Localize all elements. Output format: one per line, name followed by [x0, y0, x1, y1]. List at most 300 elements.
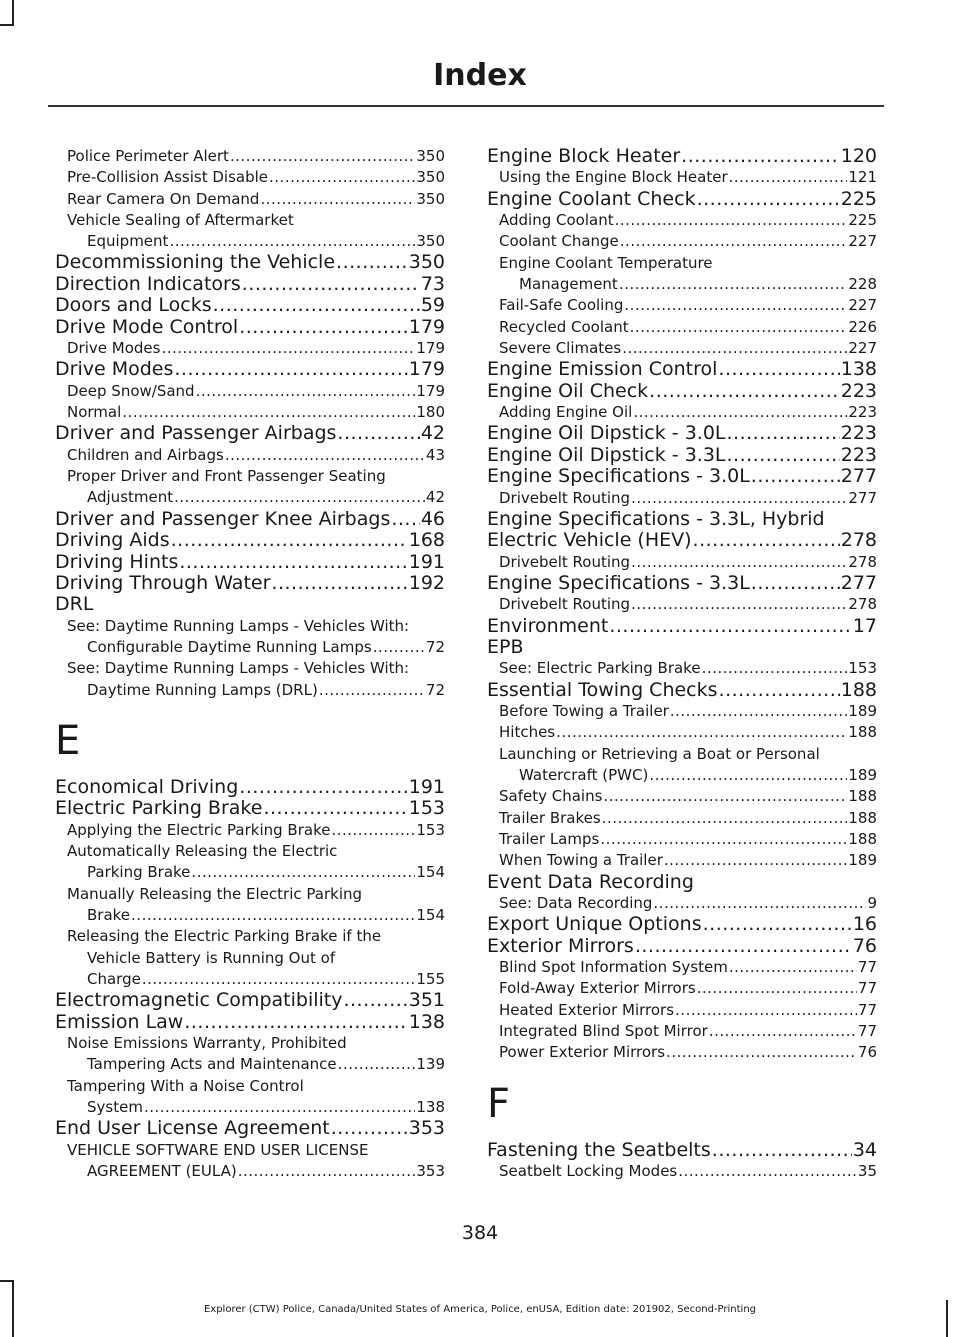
- index-subentry: [67, 445, 445, 466]
- section-letter: F: [487, 1080, 511, 1127]
- index-subentry: [499, 957, 877, 978]
- page-reference: 351: [408, 989, 445, 1012]
- dot-leader: [225, 445, 425, 466]
- entry-text: Children and Airbags: [67, 445, 224, 464]
- section-letter: E: [55, 717, 81, 764]
- page-reference: 189: [848, 851, 877, 870]
- entry-text: Drivebelt Routing: [499, 595, 631, 614]
- footer-text: Explorer (CTW) Police, Canada/United States of America, Police, enUSA, Edition date: 201902, Second-Printing: [203, 1304, 757, 1315]
- page-reference: 188: [848, 808, 877, 827]
- dot-leader: [338, 1054, 416, 1075]
- index-entry: [55, 798, 445, 819]
- dot-leader: [174, 359, 407, 380]
- entry-text: Vehicle Battery is Running Out of: [87, 948, 336, 967]
- index-entry: [55, 777, 445, 798]
- index-subentry: [499, 317, 877, 338]
- page-reference: 277: [840, 465, 877, 488]
- dot-leader: [179, 552, 407, 573]
- page-reference: 192: [408, 571, 445, 594]
- page-reference: 59: [420, 294, 445, 317]
- page-reference: 350: [416, 168, 445, 187]
- entry-text: Decommissioning the Vehicle: [55, 251, 336, 274]
- entry-text: Integrated Blind Spot Mirror: [499, 1021, 708, 1040]
- entry-text: Adding Coolant: [499, 211, 614, 230]
- dot-leader: [729, 167, 848, 188]
- page-reference: 277: [848, 488, 877, 507]
- entry-text: Fastening the Seatbelts: [487, 1138, 711, 1161]
- page-reference: 350: [416, 232, 445, 251]
- page-reference: 77: [857, 1021, 877, 1040]
- index-subentry: [499, 1042, 877, 1063]
- page-reference: 179: [408, 315, 445, 338]
- page-reference: 168: [408, 529, 445, 552]
- dot-leader: [184, 1012, 407, 1033]
- entry-text: Engine Oil Dipstick - 3.0L: [487, 422, 726, 445]
- dot-leader: [336, 252, 408, 273]
- entry-text: Exterior Mirrors: [487, 934, 634, 957]
- page-reference: 228: [848, 275, 877, 293]
- dot-leader: [666, 1042, 857, 1063]
- page-reference: 42: [420, 422, 445, 445]
- page-reference: 180: [416, 403, 445, 422]
- entry-text: Charge: [87, 969, 141, 988]
- page-reference: 353: [408, 1117, 445, 1140]
- entry-text: System: [87, 1097, 143, 1116]
- index-entry: [487, 423, 877, 444]
- entry-text: Adding Engine Oil: [499, 403, 633, 421]
- index-subentry: [67, 210, 445, 253]
- index-subentry: [67, 926, 445, 990]
- page-reference: 153: [408, 797, 445, 820]
- dot-leader: [131, 905, 415, 926]
- dot-leader: [703, 914, 852, 935]
- dot-leader: [331, 820, 415, 841]
- entry-text: VEHICLE SOFTWARE END USER LICENSE: [67, 1140, 369, 1159]
- page-reference: 76: [852, 934, 877, 957]
- page-reference: 35: [857, 1161, 877, 1180]
- index-subentry: [499, 1000, 877, 1021]
- index-entry: [487, 381, 877, 402]
- dot-leader: [122, 402, 415, 423]
- entry-text: Electric Parking Brake: [55, 797, 263, 820]
- entry-text: Seatbelt Locking Modes: [499, 1161, 678, 1180]
- entry-text: Power Exterior Mirrors: [499, 1043, 666, 1062]
- index-entry: [487, 616, 877, 637]
- index-subentry: [67, 381, 445, 402]
- dot-leader: [709, 1021, 857, 1042]
- entry-text: Event Data Recording: [487, 870, 694, 893]
- page-reference: 72: [425, 638, 445, 657]
- page-reference: 191: [408, 550, 445, 573]
- dot-leader: [191, 862, 415, 883]
- entry-text: Direction Indicators: [55, 272, 241, 295]
- index-subentry: [499, 744, 877, 787]
- entry-text: Engine Block Heater: [487, 145, 681, 167]
- entry-text: Equipment: [87, 232, 169, 251]
- page-reference: 120: [840, 145, 877, 167]
- dot-leader: [619, 274, 848, 295]
- index-subentry: [499, 295, 877, 316]
- index-subentry: [499, 488, 877, 509]
- page-reference: 277: [840, 571, 877, 594]
- dot-leader: [624, 295, 847, 316]
- crop-mark: [12, 0, 14, 26]
- index-subentry: [67, 841, 445, 884]
- index-subentry: [67, 1076, 445, 1119]
- entry-text: Brake: [87, 905, 131, 924]
- entry-text: Environment: [487, 614, 609, 637]
- page-reference: 227: [848, 338, 877, 357]
- index-subentry: [67, 189, 445, 210]
- index-subentry: [499, 338, 877, 359]
- page-reference: 76: [857, 1043, 877, 1062]
- dot-leader: [239, 777, 407, 798]
- index-subentry: [499, 594, 877, 615]
- entry-text: Noise Emissions Warranty, Prohibited: [67, 1033, 347, 1052]
- index-subentry: [67, 820, 445, 841]
- index-subentry: [499, 1161, 877, 1182]
- dot-leader: [196, 381, 416, 402]
- index-entry: [55, 1118, 445, 1139]
- dot-leader: [263, 798, 407, 819]
- entry-text: Using the Engine Block Heater: [499, 168, 728, 187]
- dot-leader: [712, 1140, 852, 1161]
- dot-leader: [238, 1161, 416, 1182]
- page-reference: 278: [840, 529, 877, 552]
- entry-text: EPB: [487, 636, 524, 659]
- page-reference: 154: [416, 863, 445, 882]
- entry-text: Normal: [67, 403, 122, 422]
- entry-text: Recycled Coolant: [499, 317, 629, 336]
- index-subentry: [499, 829, 877, 850]
- entry-text: Management: [519, 275, 618, 293]
- entry-text: Drivebelt Routing: [499, 552, 631, 571]
- dot-leader: [697, 189, 840, 210]
- entry-text: Releasing the Electric Parking Brake if the: [67, 927, 382, 946]
- page-title: Index: [433, 58, 527, 93]
- page-reference: 191: [408, 775, 445, 798]
- entry-text: Proper Driver and Front Passenger Seating: [67, 467, 386, 486]
- page-reference: 223: [840, 443, 877, 466]
- entry-text: Heated Exterior Mirrors: [499, 1000, 675, 1019]
- index-entry: [55, 274, 445, 295]
- entry-text: Rear Camera On Demand: [67, 189, 260, 208]
- page-reference: 225: [840, 187, 877, 210]
- index-subentry: [67, 884, 445, 927]
- page-reference: 34: [852, 1138, 877, 1161]
- entry-text: Deep Snow/Sand: [67, 381, 195, 400]
- dot-leader: [271, 573, 407, 594]
- index-entry: [55, 509, 445, 530]
- entry-text: Configurable Daytime Running Lamps: [87, 638, 372, 657]
- index-entry: [55, 1012, 445, 1033]
- entry-text: See: Data Recording: [499, 893, 653, 912]
- dot-leader: [631, 488, 847, 509]
- page-reference: 353: [416, 1161, 445, 1180]
- entry-text: Parking Brake: [87, 863, 191, 882]
- index-entry: [487, 872, 877, 893]
- entry-text: Driving Hints: [55, 550, 179, 573]
- entry-text: Driving Through Water: [55, 571, 271, 594]
- dot-leader: [603, 786, 847, 807]
- page-reference: 9: [867, 893, 877, 912]
- dot-leader: [719, 680, 840, 701]
- entry-text: Engine Specifications - 3.3L: [487, 571, 750, 594]
- dot-leader: [633, 402, 847, 423]
- index-entry: [487, 146, 877, 167]
- page-reference: 16: [852, 913, 877, 936]
- dot-leader: [675, 1000, 857, 1021]
- dot-leader: [649, 381, 840, 402]
- dot-leader: [600, 829, 847, 850]
- entry-text: Adjustment: [87, 488, 174, 507]
- index-entry: [487, 359, 877, 380]
- header-divider: [48, 105, 884, 107]
- crop-mark: [0, 24, 14, 26]
- index-subentry: [499, 658, 877, 679]
- page-reference: 154: [416, 905, 445, 924]
- index-entry: [487, 680, 877, 701]
- dot-leader: [171, 530, 408, 551]
- index-subentry: [499, 786, 877, 807]
- index-subentry: [499, 850, 877, 871]
- entry-text: Applying the Electric Parking Brake: [67, 820, 331, 839]
- entry-text: Police Perimeter Alert: [67, 147, 229, 165]
- page-reference: 43: [425, 445, 445, 464]
- index-subentry: [67, 616, 445, 659]
- entry-text: Watercraft (PWC): [519, 766, 649, 785]
- index-entry: [55, 552, 445, 573]
- index-subentry: [67, 658, 445, 701]
- index-subentry: [499, 552, 877, 573]
- page-reference: 227: [848, 296, 877, 315]
- entry-text: Severe Climates: [499, 338, 622, 357]
- dot-leader: [678, 1161, 857, 1182]
- index-subentry: [499, 722, 877, 743]
- page-reference: 138: [840, 358, 877, 381]
- page-reference: 46: [420, 507, 445, 530]
- index-subentry: [499, 1021, 877, 1042]
- page-reference: 77: [857, 979, 877, 998]
- index-subentry: [67, 1033, 445, 1076]
- entry-text: Engine Emission Control: [487, 358, 718, 381]
- index-entry: [55, 252, 445, 273]
- page-reference: 350: [416, 147, 445, 165]
- index-entry: [487, 509, 877, 552]
- dot-leader: [556, 722, 847, 743]
- entry-text: Daytime Running Lamps (DRL): [87, 680, 318, 699]
- dot-leader: [373, 637, 425, 658]
- index-subentry: [499, 978, 877, 999]
- entry-text: When Towing a Trailer: [499, 851, 663, 870]
- index-subentry: [499, 701, 877, 722]
- page-reference: 121: [848, 168, 877, 187]
- index-entry: [55, 295, 445, 316]
- index-entry: [55, 594, 445, 615]
- dot-leader: [343, 990, 407, 1011]
- entry-text: Engine Oil Dipstick - 3.3L: [487, 443, 726, 466]
- index-entry: [55, 530, 445, 551]
- index-subentry: [499, 808, 877, 829]
- page-reference: 188: [848, 829, 877, 848]
- page-reference: 179: [416, 339, 445, 358]
- page-reference: 350: [408, 251, 445, 274]
- dot-leader: [331, 1118, 408, 1139]
- dot-leader: [615, 210, 848, 231]
- entry-text: Engine Coolant Check: [487, 187, 696, 210]
- entry-text: Vehicle Sealing of Aftermarket: [67, 210, 294, 229]
- entry-text: Doors and Locks: [55, 294, 212, 317]
- index-subentry: [67, 402, 445, 423]
- entry-text: Launching or Retrieving a Boat or Personal: [499, 744, 820, 763]
- entry-text: See: Daytime Running Lamps - Vehicles With:: [67, 659, 410, 678]
- entry-text: Driver and Passenger Airbags: [55, 422, 337, 445]
- index-entry: [487, 445, 877, 466]
- dot-leader: [169, 231, 415, 252]
- page-reference: 139: [416, 1055, 445, 1074]
- dot-leader: [630, 317, 848, 338]
- page-reference: 227: [848, 232, 877, 251]
- entry-text: Electric Vehicle (HEV): [487, 529, 692, 552]
- index-subentry: [67, 466, 445, 509]
- entry-text: Hitches: [499, 723, 556, 742]
- page-reference: 189: [848, 702, 877, 721]
- page-reference: 138: [416, 1097, 445, 1116]
- dot-leader: [697, 978, 857, 999]
- dot-leader: [242, 274, 420, 295]
- dot-leader: [337, 423, 419, 444]
- dot-leader: [144, 1097, 415, 1118]
- dot-leader: [161, 338, 415, 359]
- dot-leader: [718, 359, 839, 380]
- dot-leader: [727, 445, 840, 466]
- dot-leader: [620, 231, 848, 252]
- dot-leader: [319, 680, 425, 701]
- index-entry: [487, 914, 877, 935]
- dot-leader: [269, 167, 415, 188]
- index-subentry: [499, 231, 877, 252]
- page-reference: 179: [416, 381, 445, 400]
- entry-text: See: Daytime Running Lamps - Vehicles With:: [67, 616, 410, 635]
- entry-text: Fail-Safe Cooling: [499, 296, 624, 315]
- page-reference: 73: [420, 272, 445, 295]
- index-entry: [487, 637, 877, 658]
- index-entry: [55, 423, 445, 444]
- entry-text: Economical Driving: [55, 775, 239, 798]
- entry-text: Pre-Collision Assist Disable: [67, 168, 269, 187]
- index-entry: [55, 359, 445, 380]
- dot-leader: [727, 423, 840, 444]
- dot-leader: [622, 338, 847, 359]
- page-reference: 350: [416, 189, 445, 208]
- index-subentry: [67, 146, 445, 167]
- dot-leader: [751, 466, 840, 487]
- entry-text: Electromagnetic Compatibility: [55, 989, 343, 1012]
- page-reference: 188: [848, 723, 877, 742]
- entry-text: Tampering With a Noise Control: [67, 1076, 304, 1095]
- dot-leader: [631, 552, 847, 573]
- dot-leader: [230, 146, 415, 167]
- page-reference: 226: [848, 317, 877, 336]
- entry-text: Export Unique Options: [487, 913, 702, 936]
- dot-leader: [260, 189, 415, 210]
- entry-text: DRL: [55, 593, 94, 616]
- dot-leader: [664, 850, 847, 871]
- dot-leader: [391, 509, 419, 530]
- index-subentry: [499, 253, 877, 296]
- dot-leader: [693, 530, 840, 551]
- page-number: 384: [461, 1222, 499, 1244]
- index-subentry: [499, 893, 877, 914]
- index-entry: [55, 990, 445, 1011]
- page-reference: 77: [857, 958, 877, 977]
- page-reference: 155: [416, 969, 445, 988]
- entry-text: Manually Releasing the Electric Parking: [67, 884, 363, 903]
- dot-leader: [142, 969, 416, 990]
- page-reference: 223: [848, 403, 877, 421]
- entry-text: Engine Specifications - 3.0L: [487, 465, 750, 488]
- entry-text: Engine Coolant Temperature: [499, 253, 713, 272]
- page-reference: 223: [840, 422, 877, 445]
- dot-leader: [213, 295, 420, 316]
- dot-leader: [174, 487, 425, 508]
- index-subentry: [499, 210, 877, 231]
- index-subentry: [67, 1140, 445, 1183]
- index-entry: [487, 189, 877, 210]
- index-subentry: [67, 167, 445, 188]
- entry-text: Safety Chains: [499, 787, 603, 806]
- index-entry: [487, 466, 877, 487]
- entry-text: Tampering Acts and Maintenance: [87, 1055, 337, 1074]
- page-reference: 153: [416, 820, 445, 839]
- page-reference: 189: [848, 766, 877, 785]
- dot-leader: [751, 573, 840, 594]
- entry-text: Emission Law: [55, 1010, 184, 1033]
- entry-text: Fold-Away Exterior Mirrors: [499, 979, 696, 998]
- index-subentry: [67, 338, 445, 359]
- entry-text: Before Towing a Trailer: [499, 702, 669, 721]
- page-reference: 17: [852, 614, 877, 637]
- dot-leader: [670, 701, 848, 722]
- index-entry: [55, 573, 445, 594]
- index-column-right: [487, 145, 877, 1182]
- dot-leader: [609, 616, 851, 637]
- entry-text: Engine Specifications - 3.3L, Hybrid: [487, 507, 825, 530]
- index-subentry: [499, 167, 877, 188]
- index-entry: [487, 936, 877, 957]
- dot-leader: [631, 594, 847, 615]
- dot-leader: [729, 957, 857, 978]
- entry-text: Blind Spot Information System: [499, 958, 728, 977]
- dot-leader: [649, 765, 847, 786]
- entry-text: Coolant Change: [499, 232, 619, 251]
- entry-text: Drivebelt Routing: [499, 488, 631, 507]
- page-reference: 278: [848, 595, 877, 614]
- entry-text: Trailer Lamps: [499, 829, 600, 848]
- page-reference: 188: [840, 678, 877, 701]
- dot-leader: [681, 146, 840, 167]
- page-reference: 188: [848, 787, 877, 806]
- page-reference: 278: [848, 552, 877, 571]
- entry-text: Drive Mode Control: [55, 315, 239, 338]
- entry-text: Driver and Passenger Knee Airbags: [55, 507, 391, 530]
- entry-text: See: Electric Parking Brake: [499, 659, 701, 678]
- entry-text: Automatically Releasing the Electric: [67, 842, 338, 861]
- entry-text: Essential Towing Checks: [487, 678, 718, 701]
- entry-text: Trailer Brakes: [499, 808, 601, 827]
- page-reference: 223: [840, 379, 877, 402]
- crop-mark: [0, 1280, 14, 1282]
